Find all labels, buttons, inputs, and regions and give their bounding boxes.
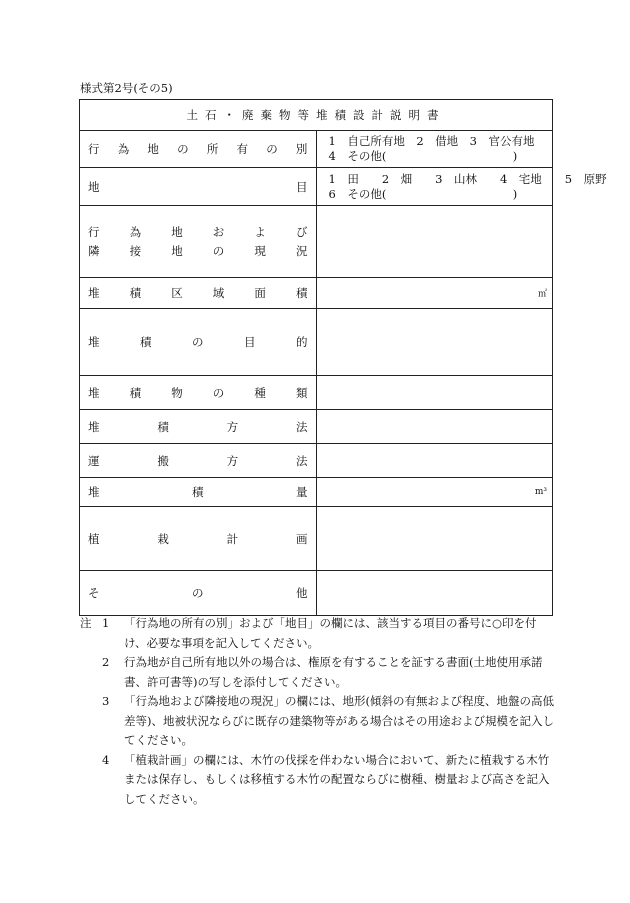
- note-item: [80, 614, 555, 653]
- ownership-options-line-1: 1 自己所有地 2 借地 3 官公有地: [328, 134, 535, 148]
- note-text: 「行為地および隣接地の現況」の欄には、地形(傾斜の有無および程度、地盤の高低差等)、地被状況ならびに既存の建築物等がある場合はその用途および規模を記入してください。: [124, 694, 554, 747]
- site-status-label: [80, 206, 317, 278]
- note-text: 「植栽計画」の欄には、木竹の伐採を伴わない場合において、新たに植栽する木竹または保存し、もしくは移植する木竹の配置ならびに樹種、樹量および高さを記入してください。: [124, 752, 550, 806]
- notes-prefix: 注: [80, 616, 92, 630]
- ownership-options-line-2: 4 その他( ): [328, 149, 518, 163]
- ownership-label: [80, 131, 317, 168]
- other-value[interactable]: [316, 571, 553, 616]
- transport-label: [80, 444, 317, 478]
- planting-label: [80, 507, 317, 571]
- other-label: [80, 571, 317, 616]
- method-label: [80, 410, 317, 444]
- note-number: 3: [102, 694, 110, 708]
- form-number: 様式第2号(その5): [80, 81, 173, 95]
- site-status-value[interactable]: [316, 206, 553, 278]
- amount-value[interactable]: [316, 478, 553, 507]
- other-label-text: そ の 他: [88, 586, 308, 600]
- ownership-options-cell[interactable]: [316, 131, 553, 168]
- method-value[interactable]: [316, 410, 553, 444]
- area-value[interactable]: [316, 278, 553, 309]
- site-status-label-line-1: 行 為 地 お よ び: [88, 225, 308, 239]
- kind-label-text: 堆 積 物 の 種 類: [88, 385, 308, 400]
- design-description-table: [79, 99, 607, 616]
- note-number: 2: [102, 655, 110, 669]
- method-label-text: 堆 積 方 法: [88, 419, 308, 434]
- document-title: 土石・廃棄物等堆積設計説明書: [80, 100, 553, 131]
- notes-section: [80, 614, 555, 809]
- note-item: [80, 751, 555, 810]
- land-category-options-cell[interactable]: [316, 168, 607, 206]
- purpose-value[interactable]: [316, 309, 553, 376]
- note-number: 1: [102, 616, 110, 630]
- land-category-label: [80, 168, 317, 206]
- cubic-meter-unit: m³: [534, 487, 547, 497]
- site-status-label-line-2: 隣 接 地 の 現 況: [88, 244, 308, 258]
- note-text: 「行為地の所有の別」および「地目」の欄には、該当する項目の番号に○印を付け、必要な事項を記入してください。: [124, 616, 537, 650]
- area-label-text: 堆 積 区 域 面 積: [88, 286, 308, 300]
- transport-value[interactable]: [316, 444, 553, 478]
- land-category-options-line-1: 1 田 2 畑 3 山林 4 宅地 5 原野: [328, 171, 607, 186]
- amount-label: [80, 478, 317, 507]
- land-category-options-line-2: 6 その他( ): [328, 186, 518, 201]
- purpose-label-text: 堆 積 の 目 的: [88, 335, 308, 349]
- planting-value[interactable]: [316, 507, 553, 571]
- note-item: [80, 653, 555, 692]
- land-category-label-text: 地 目: [88, 179, 308, 194]
- note-number: 4: [102, 752, 110, 767]
- kind-label: [80, 376, 317, 410]
- amount-label-text: 堆 積 量: [88, 485, 308, 499]
- transport-label-text: 運 搬 方 法: [88, 453, 308, 468]
- kind-value[interactable]: [316, 376, 553, 410]
- purpose-label: [80, 309, 317, 376]
- note-item: [80, 692, 555, 751]
- planting-label-text: 植 栽 計 画: [88, 531, 308, 546]
- square-meter-unit: ㎡: [537, 289, 547, 300]
- note-text: 行為地が自己所有地以外の場合は、権原を有することを証する書面(土地使用承諾書、許可書等)の写しを添付してください。: [124, 655, 543, 689]
- area-label: [80, 278, 317, 309]
- ownership-label-text: 行 為 地 の 所 有 の 別: [88, 142, 308, 156]
